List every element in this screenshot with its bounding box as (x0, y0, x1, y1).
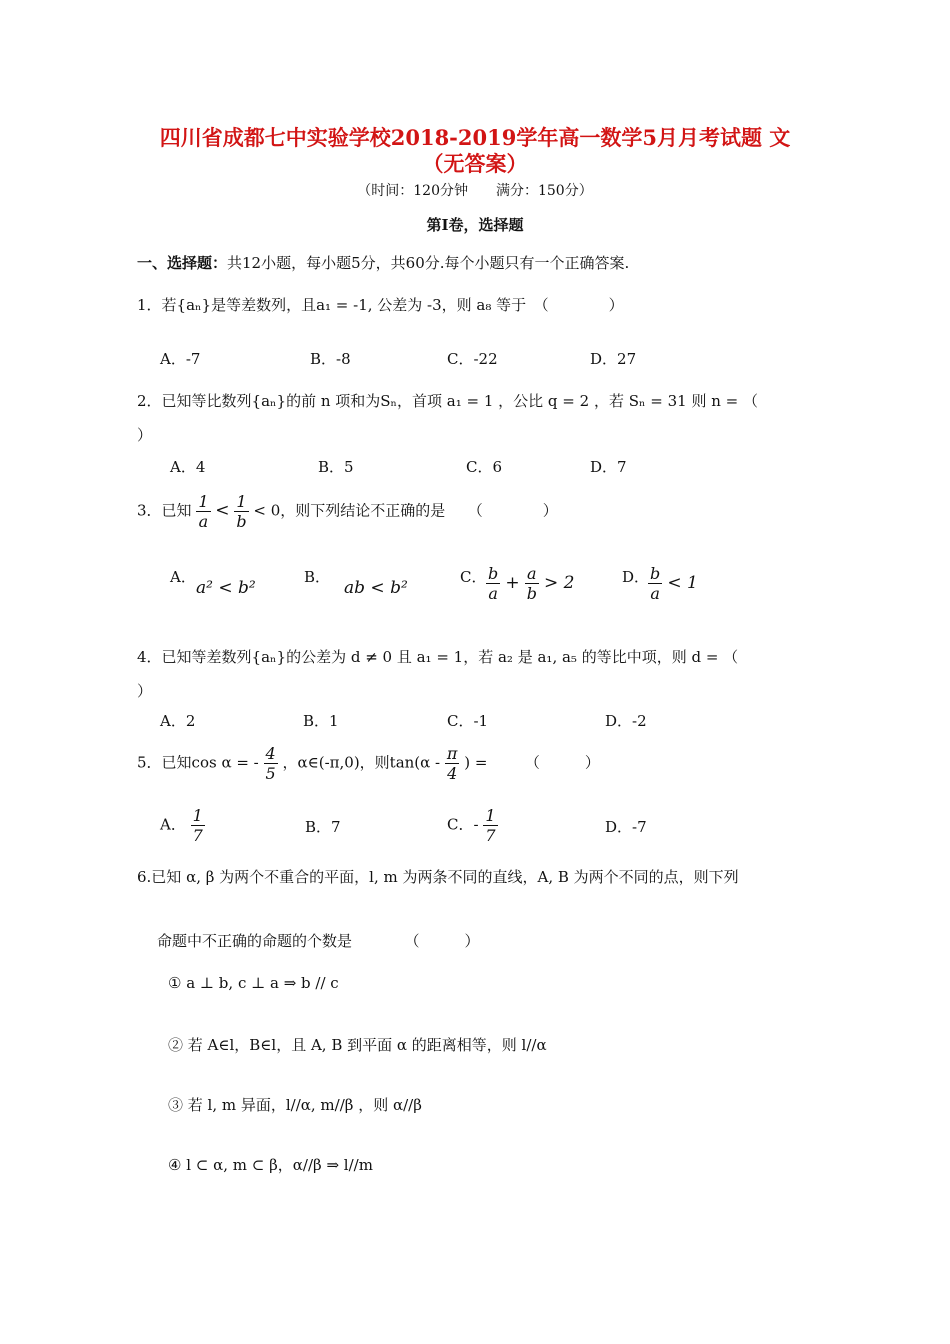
question-3-option-c-label: C． (460, 568, 487, 586)
question-1-stem: 1．若{aₙ}是等差数列，且a₁ = -1, 公差为 -3，则 a₈ 等于 （ ） (137, 296, 624, 314)
question-4-option-c: C．-1 (447, 712, 489, 730)
question-3-option-d-label: D． (622, 568, 650, 586)
question-1-option-c: C．-22 (447, 350, 498, 368)
section-instructions: 共12小题，每小题5分，共60分.每个小题只有一个正确答案. (227, 254, 630, 272)
option-label: C．- (447, 815, 479, 834)
fraction-denominator: a (488, 584, 498, 603)
fraction-numerator: 1 (198, 492, 209, 511)
question-2-stem: 2．已知等比数列{aₙ}的前 n 项和为Sₙ，首项 a₁ = 1 ，公比 q = 2 ，若 Sₙ = 31 则 n = （ (137, 392, 758, 410)
question-3-stem-suffix: < 0，则下列结论不正确的是 （ ） (253, 501, 558, 520)
document-title: 四川省成都七中实验学校2018-2019学年高一数学5月月考试题 文 (159, 125, 791, 150)
part-heading: 第Ⅰ卷，选择题 (426, 216, 524, 234)
fraction-b-over-a (648, 564, 662, 603)
question-2-option-b: B．5 (318, 458, 354, 476)
fraction-numerator: b (488, 564, 499, 583)
fraction-denominator: a (198, 512, 209, 531)
fraction-numerator: 4 (265, 744, 276, 763)
fraction-pi-over-4 (445, 744, 460, 783)
question-3-option-c-math: $\frac{b}{a}$ + $\frac{a}{b}$ > 2 (488, 564, 575, 603)
question-3-option-c-rhs: > 2 (544, 573, 575, 593)
document-title-suffix: （无答案） (422, 151, 528, 176)
question-2-stem-cont: ） (137, 426, 153, 444)
question-3-stem-prefix: 3．已知 (137, 501, 192, 520)
fraction-numerator: b (650, 564, 661, 583)
fraction-1-over-7 (191, 806, 205, 845)
fraction-a-over-b (525, 564, 539, 603)
question-3-option-b-math: ab < b² (344, 578, 408, 598)
question-5-stem (137, 744, 600, 783)
fraction-1-over-7 (483, 806, 497, 845)
question-4-option-b: B．1 (303, 712, 339, 730)
fraction-denominator: 4 (447, 764, 458, 783)
section-heading (137, 252, 629, 273)
question-5-stem-prefix: 5．已知cos α = - (137, 753, 259, 772)
question-5-option-d: D．-7 (605, 818, 647, 836)
fraction-4-over-5 (264, 744, 278, 783)
question-2-option-d: D．7 (590, 458, 627, 476)
fraction-denominator: b (236, 512, 247, 531)
option-label: A． (160, 815, 186, 834)
exam-meta: （时间：120分钟 满分：150分） (357, 183, 593, 199)
fraction-denominator: 5 (265, 764, 276, 783)
question-3-option-d-math (648, 564, 698, 603)
question-6-stem-cont: 命题中不正确的命题的个数是 （ ） (157, 932, 480, 950)
question-1-option-d: D．27 (590, 350, 637, 368)
question-6-item-4: ④ l ⊂ α, m ⊂ β，α//β ⇒ l//m (168, 1156, 373, 1174)
question-5-option-c (447, 806, 498, 845)
question-4-stem: 4．已知等差数列{aₙ}的公差为 d ≠ 0 且 a₁ = 1，若 a₂ 是 a₁, a₅ 的等比中项，则 d = （ (137, 648, 739, 666)
question-6-item-2: ② 若 A∈l，B∈l，且 A, B 到平面 α 的距离相等，则 l//α (168, 1036, 547, 1054)
question-4-option-d: D．-2 (605, 712, 647, 730)
question-3-option-a-label: A． (170, 568, 196, 586)
question-2-option-a: A．4 (170, 458, 206, 476)
question-6-item-1: ① a ⊥ b, c ⊥ a ⇒ b // c (168, 974, 339, 992)
fraction-1-over-a (196, 492, 210, 531)
question-6-stem: 6.已知 α, β 为两个不重合的平面，l, m 为两条不同的直线，A, B 为两个不同的点，则下列 (137, 868, 739, 886)
question-3-option-b-label: B． (304, 568, 331, 586)
question-5-option-a (160, 806, 205, 845)
question-4-option-a: A．2 (160, 712, 196, 730)
fraction-numerator: π (446, 744, 458, 763)
fraction-denominator: 7 (485, 826, 496, 845)
question-4-stem-cont: ） (137, 682, 153, 700)
fraction-numerator: 1 (192, 806, 203, 825)
question-5-stem-middle: ，α∈(-π,0)，则tan(α - (282, 753, 441, 772)
question-3-option-d-rhs: < 1 (667, 573, 698, 593)
question-1-option-b: B．-8 (310, 350, 351, 368)
fraction-numerator: 1 (234, 492, 248, 512)
question-5-option-b: B．7 (305, 818, 341, 836)
question-3-option-a-math: a² < b² (196, 578, 256, 598)
fraction-denominator: 7 (192, 826, 203, 845)
question-2-option-c: C．6 (466, 458, 503, 476)
question-5-stem-suffix: ) = （ ） (464, 753, 600, 772)
fraction-b-over-a (486, 564, 500, 603)
section-label: 一、选择题： (137, 254, 228, 272)
fraction-numerator: 1 (485, 806, 496, 825)
question-6-item-3: ③ 若 l, m 异面，l//α, m//β ，则 α//β (168, 1096, 422, 1114)
fraction-denominator: b (526, 584, 537, 603)
fraction-1-over-b (234, 492, 248, 531)
fraction-denominator: a (650, 584, 660, 603)
fraction-numerator: a (525, 564, 539, 584)
question-3-stem: 3．已知 $\frac{1}{a}$ < $\frac{1}{b}$ < 0，则下列结论不正确的是 （ ） (137, 492, 558, 531)
question-1-option-a: A．-7 (160, 350, 201, 368)
